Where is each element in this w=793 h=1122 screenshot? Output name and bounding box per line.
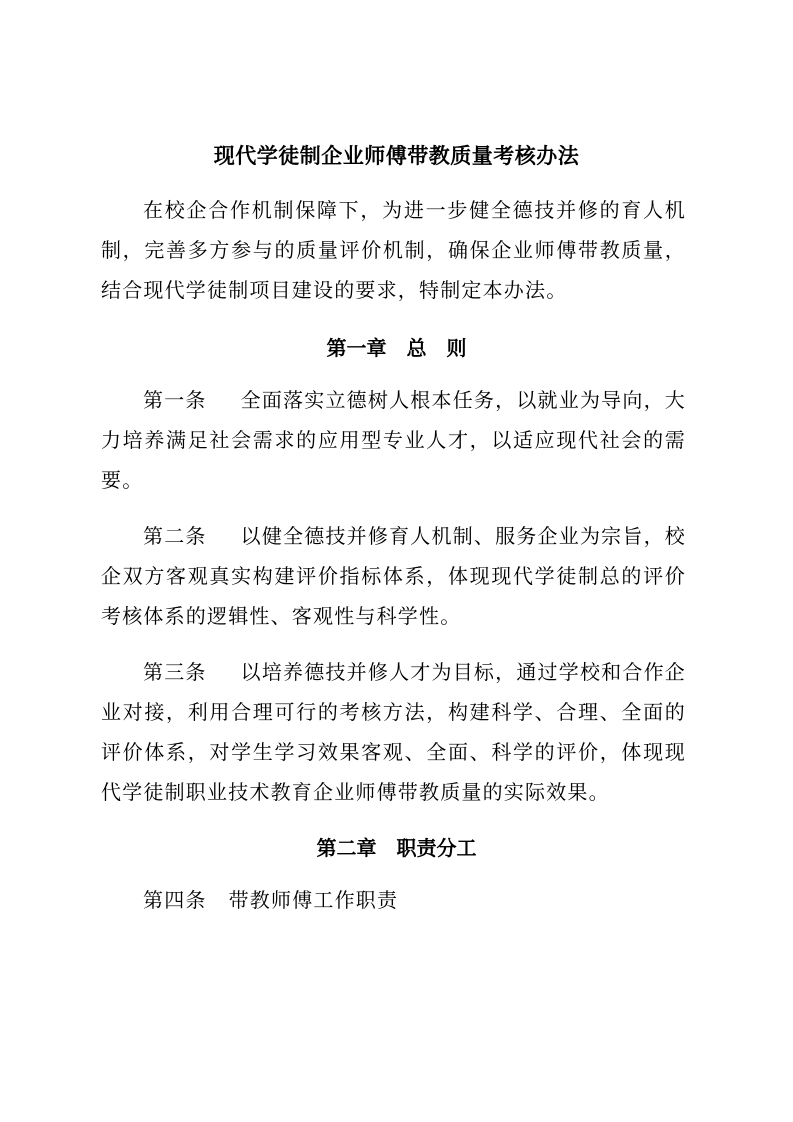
article-label: 第一条 xyxy=(143,388,207,412)
article-label: 第三条 xyxy=(143,660,207,684)
article-label: 第四条 xyxy=(143,888,207,912)
chapter-heading-1: 第一章 总 则 xyxy=(326,336,467,360)
article-2 xyxy=(101,516,686,636)
article-text: 带教师傅工作职责 xyxy=(228,888,399,912)
article-label: 第二条 xyxy=(143,524,207,548)
chapter-heading-2: 第二章 职责分工 xyxy=(316,836,477,860)
document-title: 现代学徒制企业师傅带教质量考核办法 xyxy=(213,144,580,168)
article-3 xyxy=(101,652,686,812)
preamble-paragraph: 在校企合作机制保障下，为进一步健全德技并修的育人机制，完善多方参与的质量评价机制，确保企业师傅带教质量，结合现代学徒制项目建设的要求，特制定本办法。 xyxy=(101,198,686,302)
article-4 xyxy=(101,880,686,920)
article-1 xyxy=(101,380,686,500)
article-text: 以健全德技并修育人机制、服务企业为宗旨，校企双方客观真实构建评价指标体系，体现现代学徒制总的评价考核体系的逻辑性、客观性与科学性。 xyxy=(101,524,686,628)
article-text: 全面落实立德树人根本任务，以就业为导向，大力培养满足社会需求的应用型专业人才，以适应现代社会的需要。 xyxy=(101,388,686,492)
article-text: 以培养德技并修人才为目标，通过学校和合作企业对接，利用合理可行的考核方法，构建科学、合理、全面的评价体系，对学生学习效果客观、全面、科学的评价，体现现代学徒制职业技术教育企业师傅带教质量的实际效果。 xyxy=(101,660,686,804)
